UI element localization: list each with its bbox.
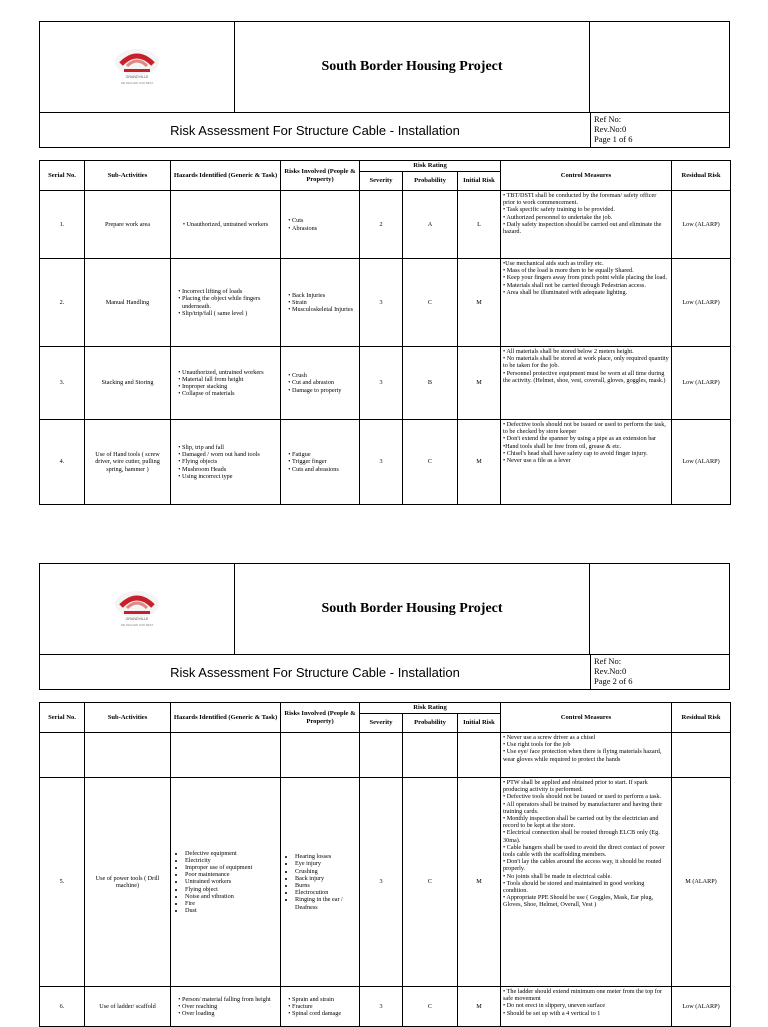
table-row: [40, 987, 731, 1027]
hazards-cell: [171, 420, 281, 505]
col-hazards: Hazards Identified (Generic & Task): [171, 703, 281, 733]
severity-cell: 3: [360, 778, 403, 987]
control-item: • Do not erect in slippery, uneven surface: [503, 1002, 606, 1010]
company-logo: [40, 564, 235, 654]
page-1: [39, 21, 730, 505]
control-item: • The ladder should extend minimum one meter from the top for safe movement: [503, 988, 662, 1003]
risk-list: [283, 996, 357, 1018]
risk-item: • Burns: [295, 882, 357, 889]
col-risk-rating: Risk Rating: [360, 703, 501, 714]
control-item: • Keep your fingers away from pinch point while placing the load.: [503, 274, 668, 282]
risk-item: • Fatigue: [292, 451, 357, 458]
control-item: • TBT/DSTI shall be conducted by the foreman/ safety officer prior to work commencement.: [503, 192, 657, 207]
col-sub-activities: Sub-Activities: [85, 703, 171, 733]
risk-list: [283, 217, 357, 231]
hazard-item: • Slip/trip/fall ( same level ): [182, 310, 278, 317]
initial-risk-cell: M: [458, 420, 501, 505]
initial-risk-cell: M: [458, 778, 501, 987]
sub-activity-cell: Use of power tools ( Drill machine): [85, 778, 171, 987]
table-row: [40, 420, 731, 505]
risk-item: • Electrocution: [295, 889, 357, 896]
control-item: • Tools should be stored and maintained in good working condition.: [503, 879, 645, 895]
ref-no: Ref No:: [594, 656, 622, 666]
severity-cell: 3: [360, 259, 403, 347]
control-measures-cell: [501, 347, 672, 420]
initial-risk-cell: M: [458, 259, 501, 347]
hazard-list: [173, 369, 278, 398]
control-item: • Electrical connection shall be routed through ELCB only (Eg. 30ma).: [503, 829, 660, 844]
hazard-list: [173, 288, 278, 317]
serial-cell: [40, 733, 85, 778]
control-item: • Task specific safety training to be provided.: [503, 206, 615, 214]
risk-table-page-2: [39, 702, 731, 1027]
control-item: • Don't lay the cables around the access way, it should be routed properly.: [503, 858, 662, 873]
risk-list: [283, 451, 357, 473]
serial-cell: 4.: [40, 420, 85, 505]
control-item: • Should be set up with a 4 vertical to 1: [503, 1009, 601, 1017]
risk-item: • Cut and abrasion: [292, 379, 357, 386]
initial-risk-cell: M: [458, 987, 501, 1027]
sub-activity-cell: [85, 733, 171, 778]
residual-risk-cell: Low (ALARP): [672, 420, 731, 505]
col-initial-risk: Initial Risk: [458, 714, 501, 733]
hazards-cell: [171, 347, 281, 420]
risk-item: • Fracture: [292, 1003, 357, 1010]
risk-item: • Trigger finger: [292, 458, 357, 465]
probability-cell: C: [403, 778, 458, 987]
col-control-measures: Control Measures: [501, 161, 672, 191]
control-item: • Mass of the load is more then to be equally Shared.: [503, 267, 634, 275]
hazard-item: • Unauthorized, untrained workers: [182, 220, 269, 228]
risks-cell: [281, 733, 360, 778]
risks-cell: [281, 191, 360, 259]
severity-cell: 2: [360, 191, 403, 259]
risk-item: • Back injury: [295, 875, 357, 882]
hazard-item: • Using incorrect type: [182, 473, 278, 480]
control-measures-cell: [501, 987, 672, 1027]
col-severity: Severity: [360, 714, 403, 733]
risk-item: • Damage to property: [292, 387, 357, 394]
logo-icon: [91, 47, 183, 87]
risk-item: • Cuts and abrasions: [292, 466, 357, 473]
hazards-cell: [171, 778, 281, 987]
control-measures-cell: [501, 259, 672, 347]
control-measures-cell: [501, 191, 672, 259]
hazard-item: • Fire: [185, 900, 278, 907]
risk-list: [283, 292, 357, 314]
col-control-measures: Control Measures: [501, 703, 672, 733]
table-row: [40, 347, 731, 420]
control-item: • Personnel protective equipment must be worn at all time during the activity. (Helmet, shoe, vest, coverall, gloves, goggles, mask.): [503, 369, 666, 384]
initial-risk-cell: M: [458, 347, 501, 420]
col-hazards: Hazards Identified (Generic & Task): [171, 161, 281, 191]
hazard-item: • Person/ material falling from height: [182, 996, 278, 1003]
risk-list: [283, 853, 357, 911]
risk-item: • Eye injury: [295, 860, 357, 867]
control-measures-cell: [501, 778, 672, 987]
serial-cell: 3.: [40, 347, 85, 420]
hazards-cell: [171, 191, 281, 259]
ref-no: Ref No:: [594, 114, 622, 124]
control-item: •Use mechanical aids such as trolley etc.: [503, 260, 604, 267]
hazard-list: [173, 221, 278, 228]
document-title: Risk Assessment For Structure Cable - Installation: [170, 664, 460, 680]
hazard-list: [173, 996, 278, 1018]
risk-item: • Crush: [292, 372, 357, 379]
control-item: • Materials shall not be carried through Pedestrian access.: [503, 281, 646, 289]
hazard-item: • Incorrect lifting of loads: [182, 288, 278, 295]
sub-activity-cell: Stacking and Storing: [85, 347, 171, 420]
page-2: [39, 563, 730, 1027]
logo-icon: [91, 589, 183, 629]
control-item: • PTW shall be applied and obtained prior to start. If spark producing activity is performed.: [503, 779, 648, 794]
control-item: • Authorized personnel to undertake the job.: [503, 213, 613, 221]
control-item: • All operators shall be trained by manufacturer and having their training cards.: [503, 800, 663, 815]
col-probability: Probability: [403, 714, 458, 733]
serial-cell: 6.: [40, 987, 85, 1027]
col-probability: Probability: [403, 172, 458, 191]
col-severity: Severity: [360, 172, 403, 191]
hazard-item: • Improper use of equipment: [185, 864, 278, 871]
hazard-item: • Poor maintenance: [185, 871, 278, 878]
severity-cell: [360, 733, 403, 778]
sub-activity-cell: Use of ladder/ scaffold: [85, 987, 171, 1027]
hazards-cell: [171, 987, 281, 1027]
col-serial: Serial No.: [40, 161, 85, 191]
hazard-item: • Over loading: [182, 1010, 278, 1017]
risk-item: • Musculoskeletal Injuries: [292, 306, 357, 313]
hazard-item: • Material fall from height: [182, 376, 278, 383]
table-row: [40, 778, 731, 987]
hazard-list: [173, 444, 278, 480]
col-residual-risk: Residual Risk: [672, 161, 731, 191]
residual-risk-cell: Low (ALARP): [672, 987, 731, 1027]
control-item: • Chisel's head shall have safety cap to avoid finger injury.: [503, 449, 648, 457]
risks-cell: [281, 987, 360, 1027]
hazard-item: • Unauthorized, untrained workers: [182, 369, 278, 376]
control-item: • No joints shall be made in electrical cable.: [503, 872, 612, 880]
risk-item: • Hearing losses: [295, 853, 357, 860]
logo-tagline: WE DELIVER OUR BEST: [120, 623, 154, 627]
col-risk-rating: Risk Rating: [360, 161, 501, 172]
risk-item: • Spinal cord damage: [292, 1010, 357, 1017]
control-measures-cell: [501, 420, 672, 505]
probability-cell: C: [403, 420, 458, 505]
serial-cell: 2.: [40, 259, 85, 347]
hazard-item: • Noise and vibration: [185, 893, 278, 900]
control-item: • Use right tools for the job: [503, 741, 571, 749]
residual-risk-cell: Low (ALARP): [672, 347, 731, 420]
hazard-item: • Slip, trip and fall: [182, 444, 278, 451]
control-item: • Daily safety inspection should be carried out and eliminate the hazard.: [503, 220, 662, 236]
risk-item: • Ringing in the ear / Deafness: [295, 896, 357, 910]
risk-item: • Strain: [292, 299, 357, 306]
risk-item: • Back Injuries: [292, 292, 357, 299]
col-residual-risk: Residual Risk: [672, 703, 731, 733]
probability-cell: C: [403, 259, 458, 347]
control-item: •Hand tools shall be free from oil, grease & etc.: [503, 442, 622, 450]
initial-risk-cell: L: [458, 191, 501, 259]
col-serial: Serial No.: [40, 703, 85, 733]
table-row: [40, 191, 731, 259]
probability-cell: C: [403, 987, 458, 1027]
project-name: South Border Housing Project: [321, 601, 503, 616]
hazard-item: • Mushroom Heads: [182, 466, 278, 473]
page-number: Page 2 of 6: [594, 676, 633, 686]
risk-list: [283, 372, 357, 394]
hazard-item: • Flying object: [185, 886, 278, 893]
hazard-item: • Damaged / worn out hand tools: [182, 451, 278, 458]
hazard-item: • Dust: [185, 907, 278, 914]
logo-tagline: WE DELIVER OUR BEST: [120, 81, 154, 85]
project-name: South Border Housing Project: [321, 59, 503, 74]
document-title: Risk Assessment For Structure Cable - Installation: [170, 122, 460, 138]
company-logo: [40, 22, 235, 112]
residual-risk-cell: Low (ALARP): [672, 191, 731, 259]
hazard-item: • Electricity: [185, 857, 278, 864]
control-item: • Appropriate PPE Should be use ( Goggles, Mask, Ear plug, Gloves, Shoe, Helmet, Overall, Vest ): [503, 894, 654, 909]
rev-no: Rev.No:0: [594, 666, 627, 676]
hazard-item: • Defective equipment: [185, 850, 278, 857]
initial-risk-cell: [458, 733, 501, 778]
ref-block: [590, 655, 729, 689]
hazard-list: [173, 850, 278, 915]
probability-cell: B: [403, 347, 458, 420]
control-item: • Never use a file as a lever: [503, 457, 571, 465]
probability-cell: [403, 733, 458, 778]
probability-cell: A: [403, 191, 458, 259]
risks-cell: [281, 347, 360, 420]
col-risks: Risks Involved (People & Property): [281, 161, 360, 191]
risk-table-page-1: [39, 160, 731, 505]
logo-company: GRANDVILLE: [125, 617, 149, 621]
logo-company: GRANDVILLE: [125, 75, 149, 79]
control-measures-cell: [501, 733, 672, 778]
ref-block: [590, 113, 729, 147]
control-item: • Area shall be illuminated with adequate lighting.: [503, 288, 628, 296]
severity-cell: 3: [360, 987, 403, 1027]
severity-cell: 3: [360, 347, 403, 420]
control-item: • Cable hangers shall be used to avoid the direct contact of power tools cable with the scaffolding members.: [503, 843, 665, 859]
rev-no: Rev.No:0: [594, 124, 627, 134]
hazard-item: • Improper stacking: [182, 383, 278, 390]
control-item: • Defective tools should not be issued or used to perform a task.: [503, 793, 662, 801]
risks-cell: [281, 420, 360, 505]
col-initial-risk: Initial Risk: [458, 172, 501, 191]
hazard-item: • Untrained workers: [185, 878, 278, 885]
control-item: • Never use a screw driver as a chisel: [503, 734, 596, 741]
col-sub-activities: Sub-Activities: [85, 161, 171, 191]
serial-cell: 1.: [40, 191, 85, 259]
residual-risk-cell: M (ALARP): [672, 778, 731, 987]
residual-risk-cell: Low (ALARP): [672, 259, 731, 347]
page-number: Page 1 of 6: [594, 134, 633, 144]
severity-cell: 3: [360, 420, 403, 505]
sub-activity-cell: Use of Hand tools ( screw driver, wire cutter, pulling spring, hammer ): [85, 420, 171, 505]
hazard-item: • Flying objects: [182, 458, 278, 465]
control-item: • Defective tools should not be issued or used to perform the task, to be checked by store keeper: [503, 421, 666, 436]
risk-item: • Sprain and strain: [292, 996, 357, 1003]
control-item: • Don't extend the spanner by using a pipe as an extension bar: [503, 435, 657, 443]
table-row: [40, 259, 731, 347]
document-header: [39, 563, 730, 690]
risk-item: • Abrasions: [292, 225, 357, 232]
hazard-item: • Collapse of materials: [182, 390, 278, 397]
risk-item: • Crushing: [295, 868, 357, 875]
control-item: • Use eye/ face protection when there is flying materials hazard, wear gloves while required to protect the hands: [503, 748, 662, 763]
control-item: • Monthly inspection shall be carried out by the electrician and record to be kept at the store.: [503, 815, 659, 830]
risks-cell: [281, 778, 360, 987]
hazards-cell: [171, 259, 281, 347]
hazards-cell: [171, 733, 281, 778]
risks-cell: [281, 259, 360, 347]
sub-activity-cell: Prepare work area: [85, 191, 171, 259]
serial-cell: 5.: [40, 778, 85, 987]
sub-activity-cell: Manual Handling: [85, 259, 171, 347]
hazard-item: • Over reaching: [182, 1003, 278, 1010]
risk-item: • Cuts: [292, 217, 357, 224]
control-item: • All materials shall be stored below 2 meters height.: [503, 348, 634, 355]
document-header: [39, 21, 730, 148]
residual-risk-cell: [672, 733, 731, 778]
table-row: [40, 733, 731, 778]
col-risks: Risks Involved (People & Property): [281, 703, 360, 733]
control-item: • No materials shall be stored at work place, only required quantity to be taken for the job.: [503, 355, 669, 370]
hazard-item: • Placing the object while fingers underneath.: [182, 295, 278, 309]
